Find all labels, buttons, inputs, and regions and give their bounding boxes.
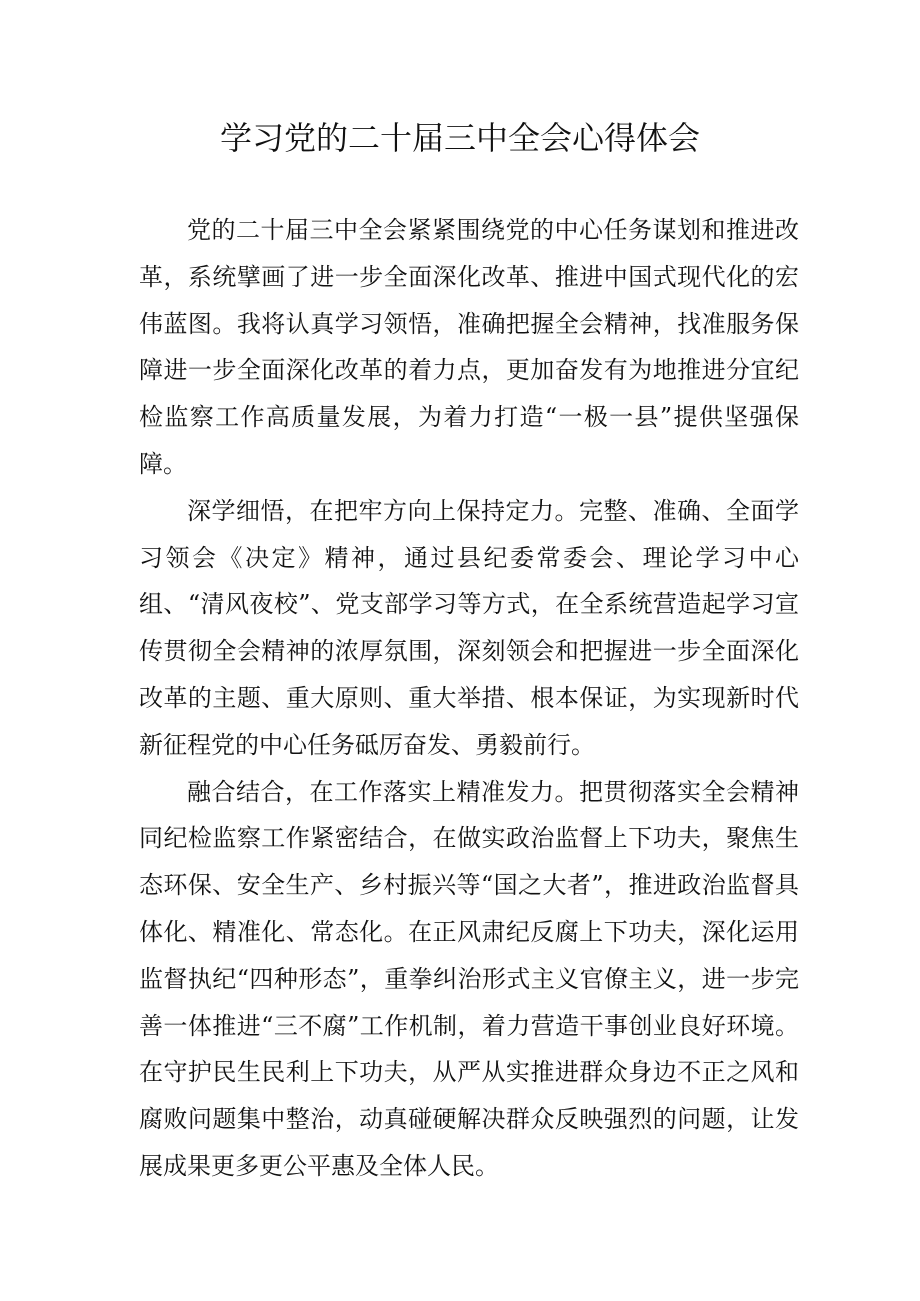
document-body bbox=[139, 207, 799, 1190]
document-title: 学习党的二十届三中全会心得体会 bbox=[219, 119, 700, 157]
paragraph-1: 党的二十届三中全会紧紧围绕党的中心任务谋划和推进改革，系统擘画了进一步全面深化改革、推进中国式现代化的宏伟蓝图。我将认真学习领悟，准确把握全会精神，找准服务保障进一步全面深化改革的着力点，更加奋发有为地推进分宜纪检监察工作高质量发展，为着力打造“一极一县”提供坚强保障。 bbox=[139, 216, 799, 478]
paragraph-2: 深学细悟，在把牢方向上保持定力。完整、准确、全面学习领会《决定》精神，通过县纪委常委会、理论学习中心组、“清风夜校”、党支部学习等方式，在全系统营造起学习宣传贯彻全会精神的浓厚氛围，深刻领会和把握进一步全面深化改革的主题、重大原则、重大举措、根本保证，为实现新时代新征程党的中心任务砥厉奋发、勇毅前行。 bbox=[139, 496, 799, 759]
paragraph-3: 融合结合，在工作落实上精准发力。把贯彻落实全会精神同纪检监察工作紧密结合，在做实政治监督上下功夫，聚焦生态环保、安全生产、乡村振兴等“国之大者”，推进政治监督具体化、精准化、常态化。在正风肃纪反腐上下功夫，深化运用监督执纪“四种形态”，重拳纠治形式主义官僚主义，进一步完善一体推进“三不腐”工作机制，着力营造干事创业良好环境。在守护民生民利上下功夫，从严从实推进群众身边不正之风和腐败问题集中整治，动真碰硬解决群众反映强烈的问题，让发展成果更多更公平惠及全体人民。 bbox=[139, 777, 799, 1180]
